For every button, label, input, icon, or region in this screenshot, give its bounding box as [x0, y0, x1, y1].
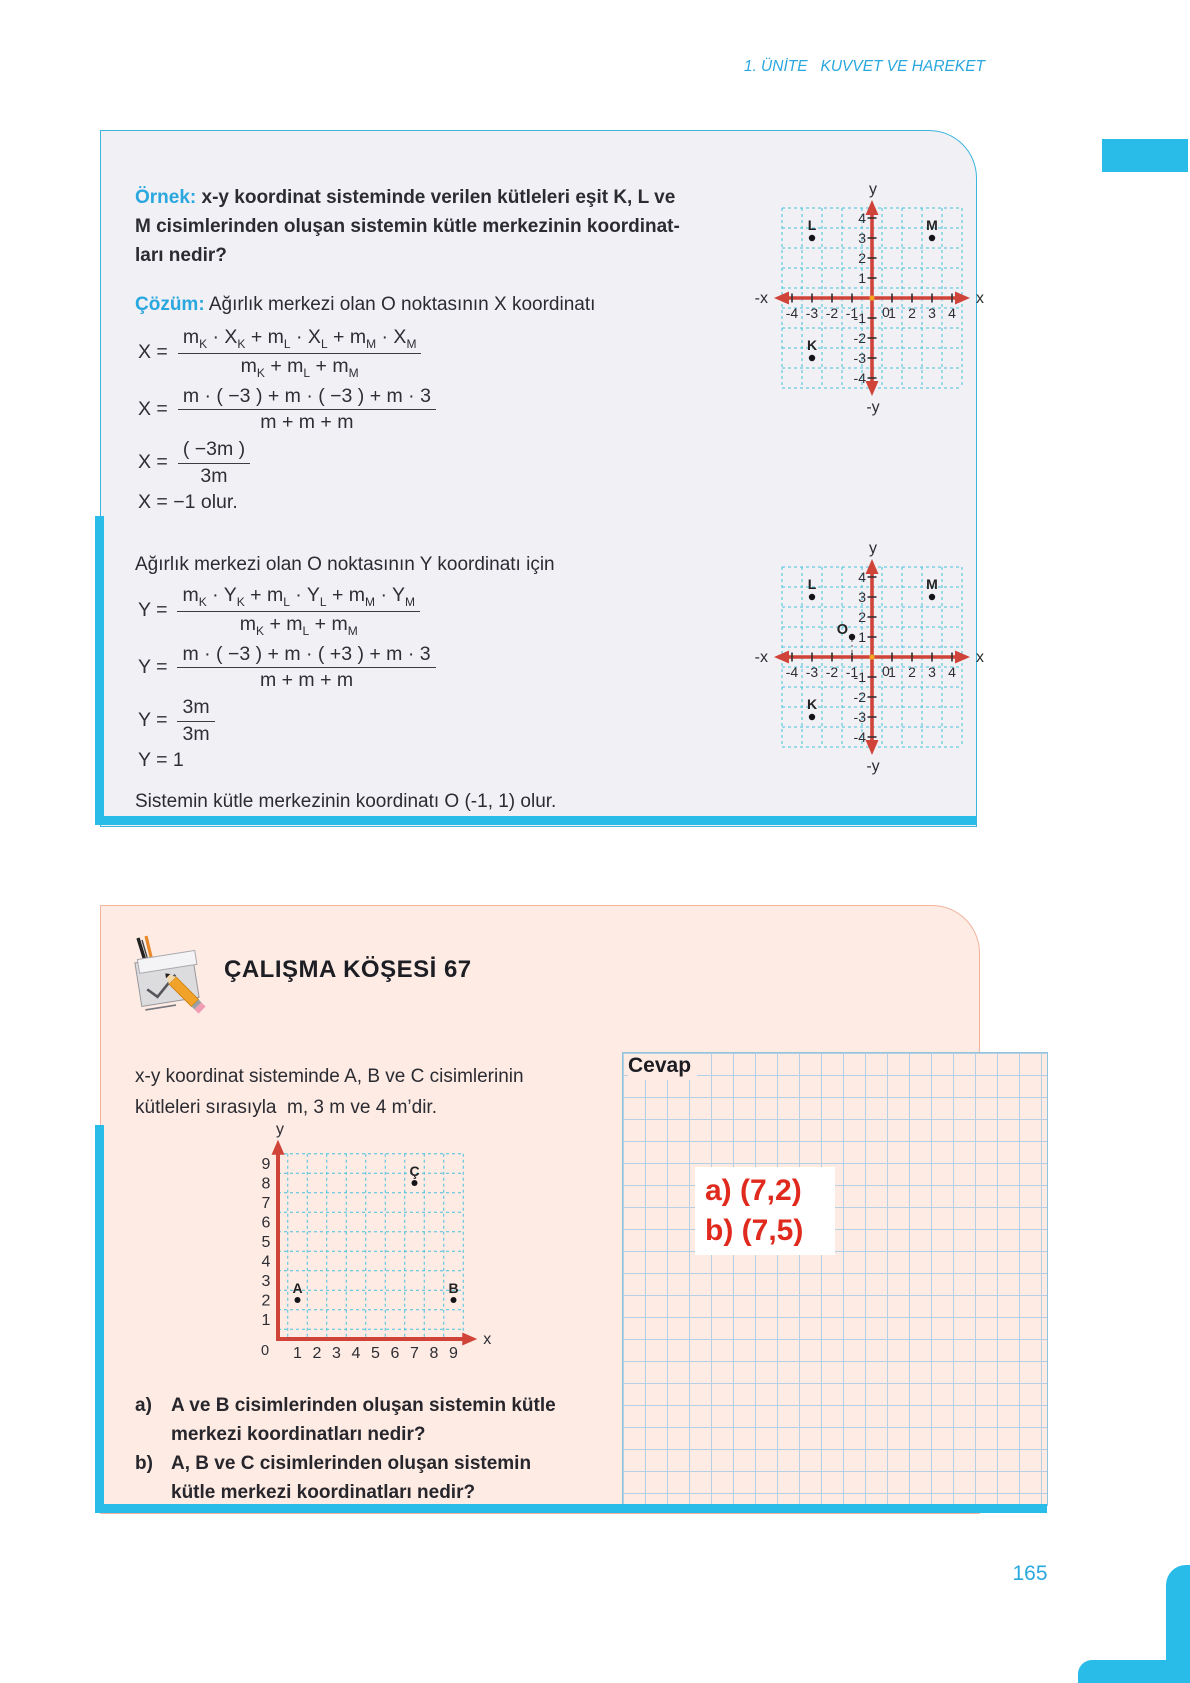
corner-tab [1102, 139, 1188, 172]
equation: X = $\frac{m \cdot ( -3 ) + m \cdot ( -3 ) + m \cdot 3}{m + m + m}$ [138, 385, 436, 435]
solution-intro-text: Ağırlık merkezi olan O noktasının X koordinatı [204, 294, 596, 315]
svg-text:K: K [806, 696, 818, 712]
svg-text:5: 5 [371, 1345, 380, 1362]
question-b: b) A, B ve C cisimlerinden oluşan sistemin kütle merkezi koordinatları nedir? [135, 1453, 532, 1503]
svg-text:6: 6 [390, 1345, 400, 1362]
svg-text:-x: -x [754, 649, 768, 666]
solution-label: Çözüm: [135, 294, 205, 315]
svg-text:-3: -3 [853, 350, 866, 366]
svg-text:3: 3 [858, 230, 866, 246]
svg-text:-y: -y [866, 399, 880, 416]
question-a: a) A ve B cisimlerinden oluşan sistemin kütle merkezi koordinatları nedir? [135, 1395, 556, 1445]
svg-text:0: 0 [260, 1343, 270, 1359]
svg-text:1: 1 [858, 629, 866, 645]
svg-text:2: 2 [858, 250, 866, 266]
svg-text:y: y [869, 181, 877, 198]
svg-text:L: L [807, 217, 817, 233]
svg-text:1: 1 [293, 1345, 302, 1362]
coordinate-graph-abc [232, 1118, 500, 1374]
worksheet-box-accent-left [95, 1125, 104, 1513]
svg-text:-4: -4 [785, 664, 799, 680]
svg-text:0: 0 [882, 304, 890, 320]
equation-result: X = −1 olur. [138, 490, 238, 513]
svg-text:y: y [276, 1120, 284, 1138]
svg-text:7: 7 [410, 1345, 419, 1362]
svg-text:-2: -2 [853, 330, 866, 346]
svg-text:5: 5 [261, 1234, 271, 1251]
svg-text:7: 7 [261, 1195, 271, 1212]
svg-text:-1: -1 [845, 664, 859, 680]
equation: Y = $\frac{m_K \cdot Y_K + m_L \cdot Y_L + m_M \cdot Y_M}{m_K + m_L + m_M}$ [138, 584, 436, 639]
svg-text:4: 4 [261, 1253, 271, 1271]
svg-text:8: 8 [261, 1175, 271, 1193]
svg-text:9: 9 [449, 1345, 458, 1362]
svg-text:6: 6 [261, 1214, 271, 1232]
svg-text:-3: -3 [805, 305, 819, 321]
svg-text:2: 2 [312, 1345, 322, 1362]
svg-text:9: 9 [261, 1156, 271, 1173]
svg-text:1: 1 [888, 305, 896, 321]
svg-text:2: 2 [908, 305, 916, 321]
svg-text:3: 3 [858, 589, 866, 605]
svg-text:A: A [292, 1280, 303, 1296]
svg-text:-4: -4 [785, 305, 799, 321]
svg-text:-2: -2 [853, 689, 866, 705]
svg-text:x: x [976, 290, 984, 307]
svg-text:4: 4 [948, 305, 956, 321]
svg-text:2: 2 [261, 1292, 271, 1310]
y-intro: Ağırlık merkezi olan O noktasının Y koordinatı için [135, 554, 555, 575]
answer-box [695, 1167, 835, 1255]
svg-text:0: 0 [882, 663, 890, 679]
equation-result: Y = 1 [138, 748, 184, 771]
conclusion: Sistemin kütle merkezinin koordinatı O (-1, 1) olur. [135, 791, 557, 812]
x-equations [138, 326, 436, 518]
svg-text:2: 2 [908, 664, 916, 680]
corner-decoration-horizontal [1078, 1660, 1190, 1683]
svg-text:-4: -4 [853, 370, 866, 386]
svg-text:-2: -2 [825, 664, 839, 680]
svg-text:-3: -3 [805, 664, 819, 680]
answer-grid-panel [622, 1052, 1048, 1506]
worksheet-questions [135, 1392, 605, 1508]
solution-intro [135, 290, 710, 319]
y-equations [138, 584, 436, 776]
svg-text:-1: -1 [845, 305, 859, 321]
equation: X = $\frac{( -3m )}{3m}$ [138, 438, 436, 488]
svg-text:1: 1 [888, 664, 896, 680]
svg-text:Ç: Ç [409, 1163, 420, 1179]
pencil-notebook-icon [126, 934, 210, 1020]
svg-text:4: 4 [858, 569, 866, 585]
svg-text:1: 1 [858, 270, 866, 286]
svg-text:-4: -4 [853, 729, 866, 745]
svg-text:4: 4 [948, 664, 956, 680]
example-question-text: x-y koordinat sisteminde verilen kütleleri eşit K, L ve M cisimlerinden oluşan sistemin kütle merkezinin koordinat- ları nedir? [135, 187, 680, 266]
svg-text:-2: -2 [825, 305, 839, 321]
equation: Y = $\frac{3m}{3m}$ [138, 696, 436, 746]
svg-text:-3: -3 [853, 709, 866, 725]
answer-b: b) (7,5) [705, 1214, 804, 1247]
svg-text:K: K [806, 337, 818, 353]
svg-text:2: 2 [858, 609, 866, 625]
coordinate-graph-klm [722, 170, 1022, 420]
svg-text:-1: -1 [853, 669, 866, 685]
svg-text:y: y [869, 540, 877, 557]
example-label: Örnek: [135, 187, 197, 208]
svg-text:-x: -x [754, 290, 768, 307]
svg-text:1: 1 [261, 1312, 271, 1329]
svg-text:O: O [836, 622, 848, 638]
example-box-accent-left [95, 516, 104, 825]
svg-text:4: 4 [351, 1345, 361, 1362]
equation: Y = $\frac{m \cdot ( -3 ) + m \cdot ( +3 ) + m \cdot 3}{m + m + m}$ [138, 643, 436, 693]
svg-text:3: 3 [261, 1273, 271, 1290]
example-question [135, 183, 710, 270]
answer-a: a) (7,2) [705, 1174, 802, 1207]
svg-text:-y: -y [866, 758, 880, 775]
chapter-header: 1. ÜNİTE KUVVET VE HAREKET [743, 58, 985, 75]
svg-text:B: B [448, 1280, 459, 1296]
svg-text:M: M [926, 576, 938, 592]
svg-text:3: 3 [928, 664, 936, 680]
svg-text:8: 8 [429, 1345, 439, 1362]
svg-text:3: 3 [928, 305, 936, 321]
svg-text:M: M [926, 217, 938, 233]
worksheet-title: ÇALIŞMA KÖŞESİ 67 [224, 956, 472, 983]
svg-text:x: x [483, 1331, 492, 1348]
svg-text:-1: -1 [853, 310, 866, 326]
coordinate-graph-klm-o [722, 529, 1022, 779]
worksheet-box-accent-bottom [95, 1504, 1047, 1513]
answer-label: Cevap [628, 1054, 697, 1080]
example-box-accent-bottom [95, 816, 976, 825]
page-number: 165 [1012, 1562, 1048, 1585]
svg-text:L: L [807, 576, 817, 592]
worksheet-intro: x-y koordinat sisteminde A, B ve C cisimlerinin kütleleri sırasıyla m, 3 m ve 4 m’dir. [135, 1066, 524, 1118]
svg-text:4: 4 [858, 210, 866, 226]
svg-text:x: x [976, 649, 984, 666]
svg-text:3: 3 [332, 1345, 341, 1362]
equation: X = $\frac{m_K \cdot X_K + m_L \cdot X_L + m_M \cdot X_M}{m_K + m_L + m_M}$ [138, 326, 436, 381]
